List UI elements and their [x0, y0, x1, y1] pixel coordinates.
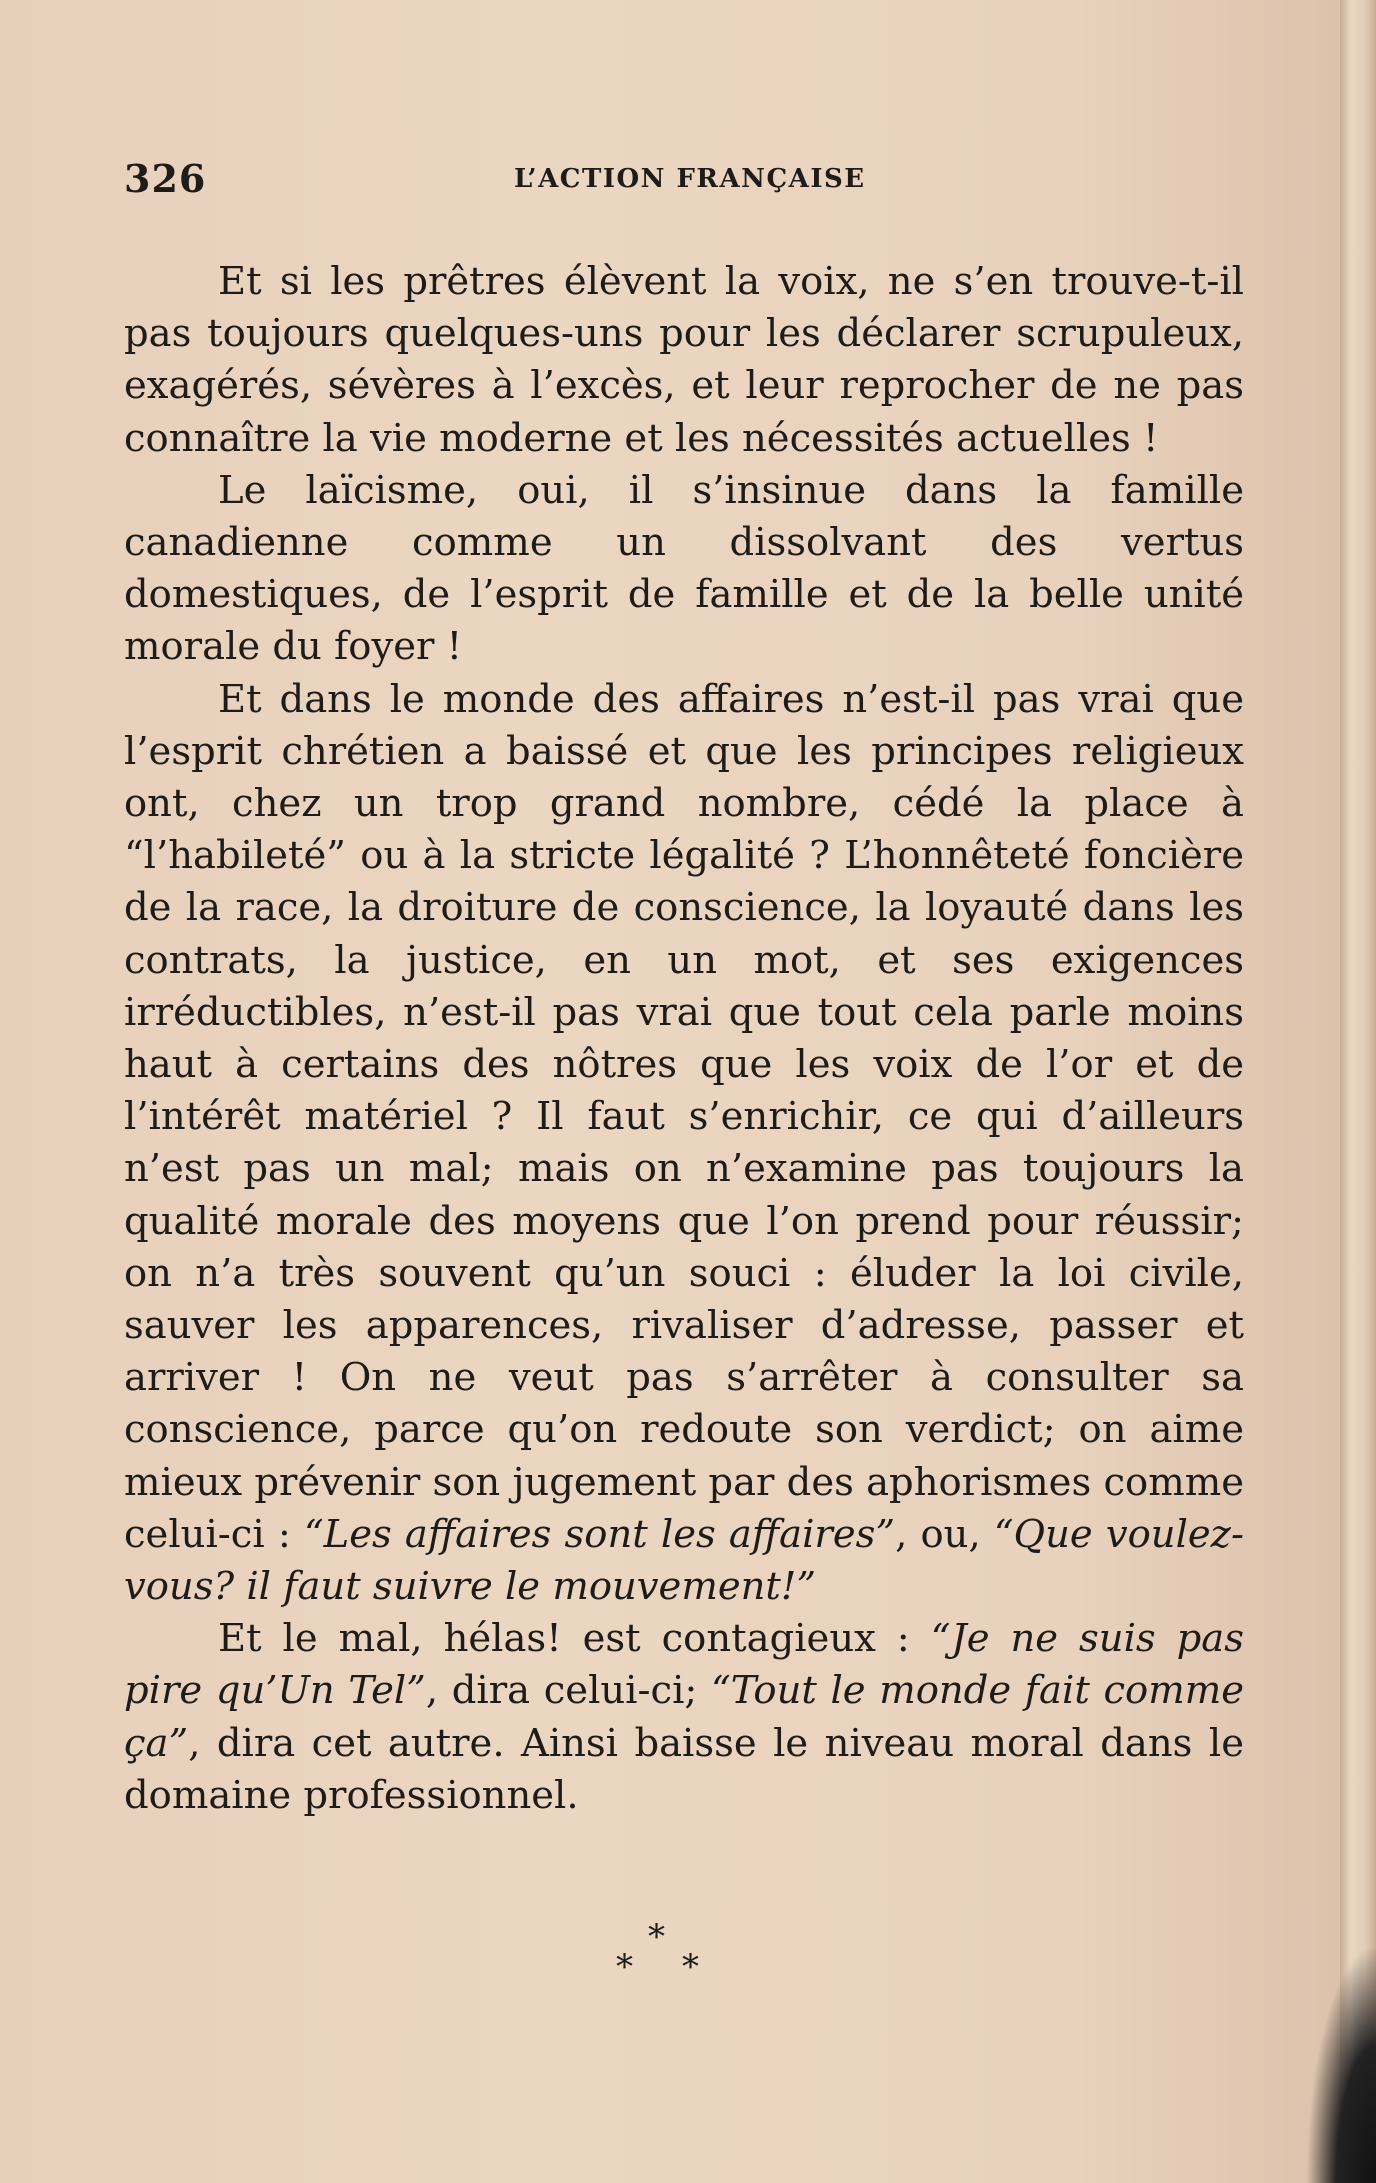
- quote-tout-le-monde: “Tout le monde fait comme ça”: [124, 1668, 1244, 1766]
- asterisk-left: *: [616, 1947, 633, 1987]
- section-break-asterism: [600, 1917, 720, 1990]
- running-head: L’ACTION FRANÇAISE: [514, 164, 866, 194]
- paragraph-4: [124, 1613, 1244, 1822]
- page-edge: [1340, 0, 1376, 2183]
- paragraph-2: Le laïcisme, oui, il s’insinue dans la famille canadienne comme un dissolvant des vertus domestiques, de l’esprit de famille et de la belle unité morale du foyer !: [124, 467, 1244, 670]
- quote-mouvement: “Que voulez-vous? il faut suivre le mouvement!”: [124, 1511, 1244, 1610]
- paragraph-4-mid: , dira celui-ci;: [425, 1668, 712, 1714]
- corner-shadow: [1306, 1943, 1376, 2183]
- quote-un-tel: “Je ne suis pas pire qu’Un Tel”: [124, 1616, 1244, 1714]
- paragraph-3: [124, 674, 1244, 1614]
- paragraph-4-end: , dira cet autre. Ainsi baisse le niveau moral dans le domaine professionnel.: [124, 1720, 1244, 1818]
- asterisk-top: *: [648, 1917, 665, 1957]
- asterisk-right: *: [682, 1947, 699, 1987]
- page-header: [124, 156, 1244, 206]
- quote-connector: , ou,: [895, 1511, 994, 1557]
- paragraph-4-text: Et le mal, hélas! est contagieux :: [218, 1616, 910, 1662]
- quote-affaires: “Les affaires sont les affaires”: [303, 1511, 896, 1557]
- paragraph-3-text: Et dans le monde des affaires n’est-il pas vrai que l’esprit chrétien a baissé et que les principes religieux ont, chez un trop grand nombre, cédé la place à “l’habileté” ou à la stricte légalité ? L’honnêteté foncière de la race, la droiture de conscience, la loyauté dans les contrats, la justice, en un mot, et ses exigences irréductibles, n’est-il pas vrai que tout cela parle moins haut à certains des nôtres que les voix de l’or et de l’intérêt matériel ? Il faut s’enrichir, ce qui d’ailleurs n’est pas un mal; mais on n’examine pas toujours la qualité morale des moyens que l’on prend pour réussir; on n’a très souvent qu’un souci : éluder la loi civile, sauver les apparences, rivaliser d’adresse, passer et arriver ! On ne veut pas s’arrêter à consulter sa conscience, parce qu’on redoute son verdict; on aime mieux prévenir son jugement par des aphorismes comme celui-ci :: [124, 676, 1244, 1557]
- body-text: [124, 256, 1244, 1822]
- paragraph-1: Et si les prêtres élèvent la voix, ne s’en trouve-t-il pas toujours quelques-uns pour les déclarer scrupuleux, exagérés, sévères à l’excès, et leur reprocher de ne pas connaître la vie moderne et les nécessités actuelles !: [124, 259, 1244, 461]
- page-number: 326: [124, 156, 207, 201]
